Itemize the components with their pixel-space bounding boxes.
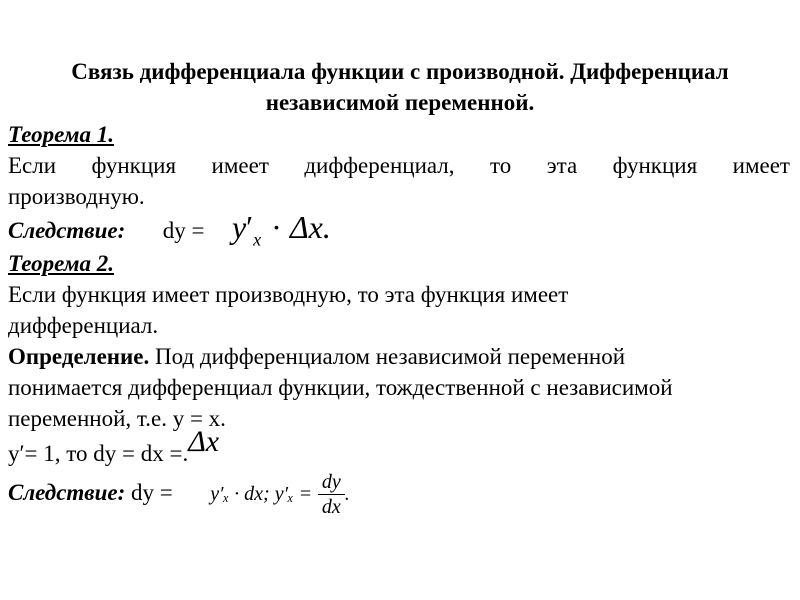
title-line-2: независимой переменной. [265, 90, 535, 115]
theorem-1-text [8, 150, 790, 181]
formula-y: y [231, 209, 247, 245]
theorem-1-text-line-1: Если функция имеет дифференциал, то эта функция имеет [8, 153, 790, 178]
definition-text-line-3: переменной, т.е. y = x. [8, 406, 226, 431]
definition-line-1 [8, 341, 625, 372]
corollary-2-label: Следствие: [8, 479, 126, 505]
corollary-1-formula [231, 209, 331, 250]
theorem-1-text-line-2: производную. [8, 184, 145, 209]
fraction-numerator: dy [318, 470, 345, 495]
slide-title [0, 56, 800, 118]
theorem-2-heading: Теорема 2. [8, 251, 115, 276]
definition-label: Определение. [8, 344, 150, 369]
definition-text-line-1: Под дифференциалом независимой переменной [149, 344, 625, 369]
corollary-2 [8, 470, 350, 519]
theorem-2-text-line-1: Если функция имеет производную, то эта функция имеет [8, 282, 569, 307]
corollary-1-label: Следствие: [8, 218, 126, 243]
definition-text-line-2: понимается дифференциал функции, тождественной с независимой [8, 375, 673, 400]
corollary-1-lhs: dy = [162, 218, 205, 243]
fraction-denominator: dx [321, 496, 341, 518]
derivative-line [8, 425, 220, 469]
title-line-1: Связь дифференциала функции с производной. Дифференциал [71, 59, 729, 84]
theorem-1-heading: Теорема 1. [8, 122, 115, 147]
theorem-2-text-line-2: дифференциал. [8, 313, 159, 338]
derivative-line-delta: Δx [188, 425, 220, 458]
corollary-2-formula-left: y′ₓ · dx; y′ₓ = [210, 482, 313, 505]
formula-sub: x [253, 229, 262, 250]
formula-prime: ′ [246, 209, 254, 245]
formula-rest: Δx. [289, 209, 331, 245]
formula-dot: · [271, 209, 282, 245]
corollary-2-tail: . [344, 482, 350, 505]
derivative-line-text: y′= 1, то dy = dx =. [8, 441, 189, 466]
corollary-2-fraction [318, 470, 345, 519]
corollary-2-lhs: dy = [125, 479, 173, 505]
